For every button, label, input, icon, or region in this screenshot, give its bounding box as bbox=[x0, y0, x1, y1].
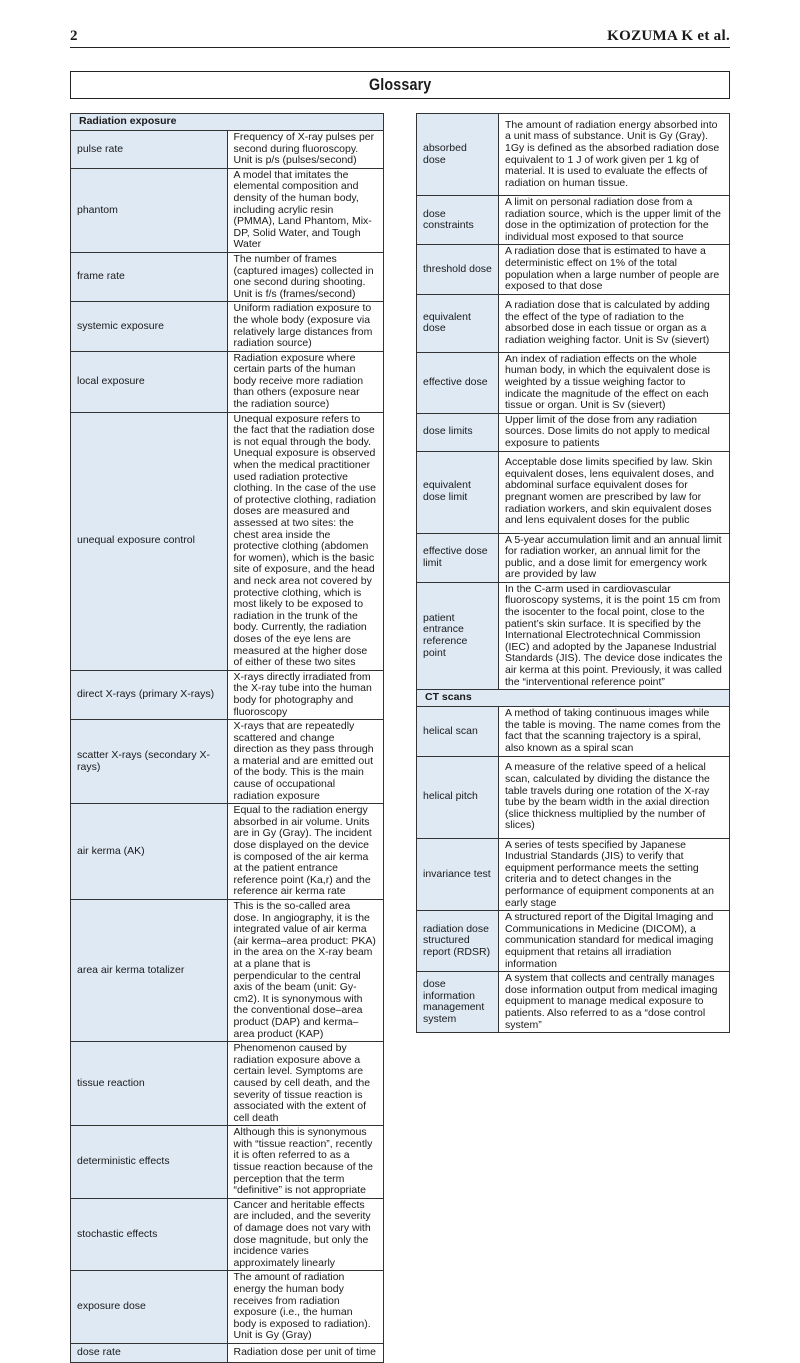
glossary-term: stochastic effects bbox=[71, 1198, 228, 1271]
glossary-row bbox=[417, 196, 730, 245]
glossary-definition: Equal to the radiation energy absorbed in air volume. Units are in Gy (Gray). The incident dose displayed on the device is composed of the air kerma at the patient entrance reference point (Ka,r) and the reference air kerma rate bbox=[227, 804, 384, 900]
glossary-term: dose information management system bbox=[417, 972, 499, 1033]
glossary-row bbox=[71, 720, 384, 804]
glossary-row bbox=[71, 302, 384, 351]
glossary-term: threshold dose bbox=[417, 245, 499, 294]
glossary-title-box bbox=[70, 71, 730, 99]
glossary-table-left bbox=[70, 113, 384, 1363]
glossary-term: scatter X-rays (secondary X-rays) bbox=[71, 720, 228, 804]
running-head: KOZUMA K et al. bbox=[607, 28, 730, 44]
glossary-row bbox=[417, 756, 730, 838]
glossary-term: dose limits bbox=[417, 413, 499, 451]
glossary-table-right bbox=[416, 113, 730, 1033]
glossary-row bbox=[71, 1271, 384, 1344]
glossary-definition: X-rays directly irradiated from the X-ray tube into the human body for photography and fluoroscopy bbox=[227, 670, 384, 719]
glossary-definition: In the C-arm used in cardiovascular fluoroscopy systems, it is the point 15 cm from the isocenter to the focal point, close to the patient’s skin surface. It is specified by the International Electrotechnical Commission (IEC) and adopted by the Japanese Industrial Standards (JIS). The device dose indicates the air kerma at this point. Previously, it was called the “interventional reference point” bbox=[499, 582, 730, 689]
glossary-term: systemic exposure bbox=[71, 302, 228, 351]
glossary-definition: Uniform radiation exposure to the whole body (exposure via relatively large distances from radiation source) bbox=[227, 302, 384, 351]
page-number: 2 bbox=[70, 28, 78, 44]
glossary-row bbox=[71, 252, 384, 301]
glossary-term: radiation dose structured report (RDSR) bbox=[417, 911, 499, 972]
glossary-term: effective dose bbox=[417, 352, 499, 413]
glossary-row bbox=[71, 670, 384, 719]
glossary-row bbox=[417, 294, 730, 352]
glossary-definition: An index of radiation effects on the whole human body, in which the equivalent dose is weighted by a tissue weighing factor to indicate the magnitude of the effect on each tissue or organ. Unit is Sv (sievert) bbox=[499, 352, 730, 413]
glossary-definition: Phenomenon caused by radiation exposure above a certain level. Symptoms are caused by cell death, and the severity of tissue reaction is associated with the extent of cell death bbox=[227, 1042, 384, 1126]
page-title: Glossary bbox=[368, 75, 432, 94]
glossary-term: helical scan bbox=[417, 707, 499, 756]
glossary-definition: This is the so-called area dose. In angiography, it is the integrated value of air kerma (air kerma–area product: PKA) in the area on the X-ray beam at a plane that is perpendicular to the central axis of the beam (unit: Gy-cm2). It is synonymous with the conventional dose–area product (DAP) and kerma–area product (KAP) bbox=[227, 900, 384, 1042]
glossary-row bbox=[71, 1126, 384, 1199]
glossary-definition: Acceptable dose limits specified by law. Skin equivalent doses, lens equivalent doses, and abdominal surface equivalent doses for pregnant women are prescribed by law for radiation workers, and skin equivalent doses and lens equivalent doses for the public bbox=[499, 451, 730, 533]
glossary-row bbox=[71, 351, 384, 412]
glossary-term: area air kerma totalizer bbox=[71, 900, 228, 1042]
glossary-term: effective dose limit bbox=[417, 533, 499, 582]
glossary-definition: A 5-year accumulation limit and an annual limit for radiation worker, an annual limit for the public, and a dose limit for emergency work are provided by law bbox=[499, 533, 730, 582]
glossary-term: patient entrance reference point bbox=[417, 582, 499, 689]
glossary-definition: Frequency of X-ray pulses per second during fluoroscopy. Unit is p/s (pulses/second) bbox=[227, 131, 384, 169]
glossary-definition: A system that collects and centrally manages dose information output from medical imaging equipment to manage medical exposure to patients. Also referred to as a “dose control system” bbox=[499, 972, 730, 1033]
glossary-definition: X-rays that are repeatedly scattered and change direction as they pass through a material and are emitted out of the body. This is the main cause of occupational radiation exposure bbox=[227, 720, 384, 804]
glossary-row bbox=[417, 707, 730, 756]
glossary-definition: The amount of radiation energy absorbed into a unit mass of substance. Unit is Gy (Gray). 1Gy is defined as the absorbed radiation dose equivalent to 1 J of work given per 1 kg of material. It is used to evaluate the effects of radiation on human tissue. bbox=[499, 114, 730, 196]
glossary-row bbox=[71, 168, 384, 252]
header-rule bbox=[70, 47, 730, 48]
glossary-definition: The amount of radiation energy the human body receives from radiation exposure (i.e., the human body is exposed to radiation). Unit is Gy (Gray) bbox=[227, 1271, 384, 1344]
glossary-row bbox=[417, 245, 730, 294]
glossary-definition: A structured report of the Digital Imaging and Communications in Medicine (DICOM), a communication standard for medical imaging equipment that retains all irradiation information bbox=[499, 911, 730, 972]
glossary-row bbox=[71, 1343, 384, 1362]
glossary-row bbox=[71, 1198, 384, 1271]
glossary-row bbox=[71, 412, 384, 670]
section-title: Radiation exposure bbox=[71, 114, 384, 131]
glossary-row bbox=[417, 114, 730, 196]
glossary-row bbox=[417, 582, 730, 689]
section-header-row bbox=[417, 690, 730, 707]
glossary-definition: Radiation dose per unit of time bbox=[227, 1343, 384, 1362]
glossary-definition: A radiation dose that is estimated to have a deterministic effect on 1% of the total population when a large number of people are exposed to that dose bbox=[499, 245, 730, 294]
glossary-row bbox=[71, 131, 384, 169]
glossary-term: exposure dose bbox=[71, 1271, 228, 1344]
glossary-row bbox=[417, 352, 730, 413]
glossary-row bbox=[71, 1042, 384, 1126]
glossary-definition: A measure of the relative speed of a helical scan, calculated by dividing the distance the table travels during one rotation of the X-ray tube by the beam width in the axial direction (slice thickness multiplied by the number of slices) bbox=[499, 756, 730, 838]
glossary-definition: Upper limit of the dose from any radiation sources. Dose limits do not apply to medical exposure to patients bbox=[499, 413, 730, 451]
glossary-row bbox=[417, 972, 730, 1033]
glossary-definition: The number of frames (captured images) collected in one second during shooting. Unit is f/s (frames/second) bbox=[227, 252, 384, 301]
glossary-row bbox=[417, 533, 730, 582]
glossary-term: frame rate bbox=[71, 252, 228, 301]
glossary-term: local exposure bbox=[71, 351, 228, 412]
glossary-definition: Cancer and heritable effects are included, and the severity of damage does not vary with dose magnitude, but only the incidence varies approximately linearly bbox=[227, 1198, 384, 1271]
glossary-row bbox=[417, 451, 730, 533]
glossary-term: deterministic effects bbox=[71, 1126, 228, 1199]
section-title: CT scans bbox=[417, 690, 730, 707]
glossary-term: unequal exposure control bbox=[71, 412, 228, 670]
glossary-term: equivalent dose bbox=[417, 294, 499, 352]
glossary-term: equivalent dose limit bbox=[417, 451, 499, 533]
glossary-term: tissue reaction bbox=[71, 1042, 228, 1126]
glossary-definition: A series of tests specified by Japanese Industrial Standards (JIS) to verify that equipment performance meets the setting criteria and to detect changes in the performance of equipment components at an early stage bbox=[499, 838, 730, 911]
glossary-definition: A method of taking continuous images while the table is moving. The name comes from the fact that the scanning trajectory is a spiral, also known as a spiral scan bbox=[499, 707, 730, 756]
glossary-definition: A radiation dose that is calculated by adding the effect of the type of radiation to the absorbed dose in each tissue or organ as a radiation weighing factor. Unit is Sv (sievert) bbox=[499, 294, 730, 352]
glossary-term: helical pitch bbox=[417, 756, 499, 838]
glossary-definition: Unequal exposure refers to the fact that the radiation dose is not equal through the body. Unequal exposure is observed when the medical practitioner used radiation protective clothing. In the case of the use of protective clothing, radiation doses are measured and assessed at two sites: the chest area inside the protective clothing (abdomen for women), which is the basic site of exposure, and the head and neck area not covered by protective clothing, which is most likely to be exposed to radiation in the trunk of the body. Currently, the radiation doses of the eye lens are measured at the higher dose of either of these two sites bbox=[227, 412, 384, 670]
glossary-term: absorbed dose bbox=[417, 114, 499, 196]
section-header-row bbox=[71, 114, 384, 131]
glossary-row bbox=[417, 911, 730, 972]
glossary-term: invariance test bbox=[417, 838, 499, 911]
glossary-definition: A limit on personal radiation dose from a radiation source, which is the upper limit of the dose in the optimization of protection for the individual most exposed to that source bbox=[499, 196, 730, 245]
glossary-term: direct X-rays (primary X-rays) bbox=[71, 670, 228, 719]
glossary-row bbox=[71, 804, 384, 900]
glossary-row bbox=[71, 900, 384, 1042]
glossary-term: phantom bbox=[71, 168, 228, 252]
glossary-term: air kerma (AK) bbox=[71, 804, 228, 900]
glossary-row bbox=[417, 838, 730, 911]
glossary-term: pulse rate bbox=[71, 131, 228, 169]
glossary-term: dose constraints bbox=[417, 196, 499, 245]
glossary-row bbox=[417, 413, 730, 451]
glossary-term: dose rate bbox=[71, 1343, 228, 1362]
glossary-definition: A model that imitates the elemental composition and density of the human body, including acrylic resin (PMMA), Land Phantom, Mix-DP, Solid Water, and Tough Water bbox=[227, 168, 384, 252]
glossary-definition: Radiation exposure where certain parts of the human body receive more radiation than others (exposure near the radiation source) bbox=[227, 351, 384, 412]
glossary-definition: Although this is synonymous with “tissue reaction”, recently it is often referred to as a tissue reaction because of the perception that the term “definitive” is not appropriate bbox=[227, 1126, 384, 1199]
